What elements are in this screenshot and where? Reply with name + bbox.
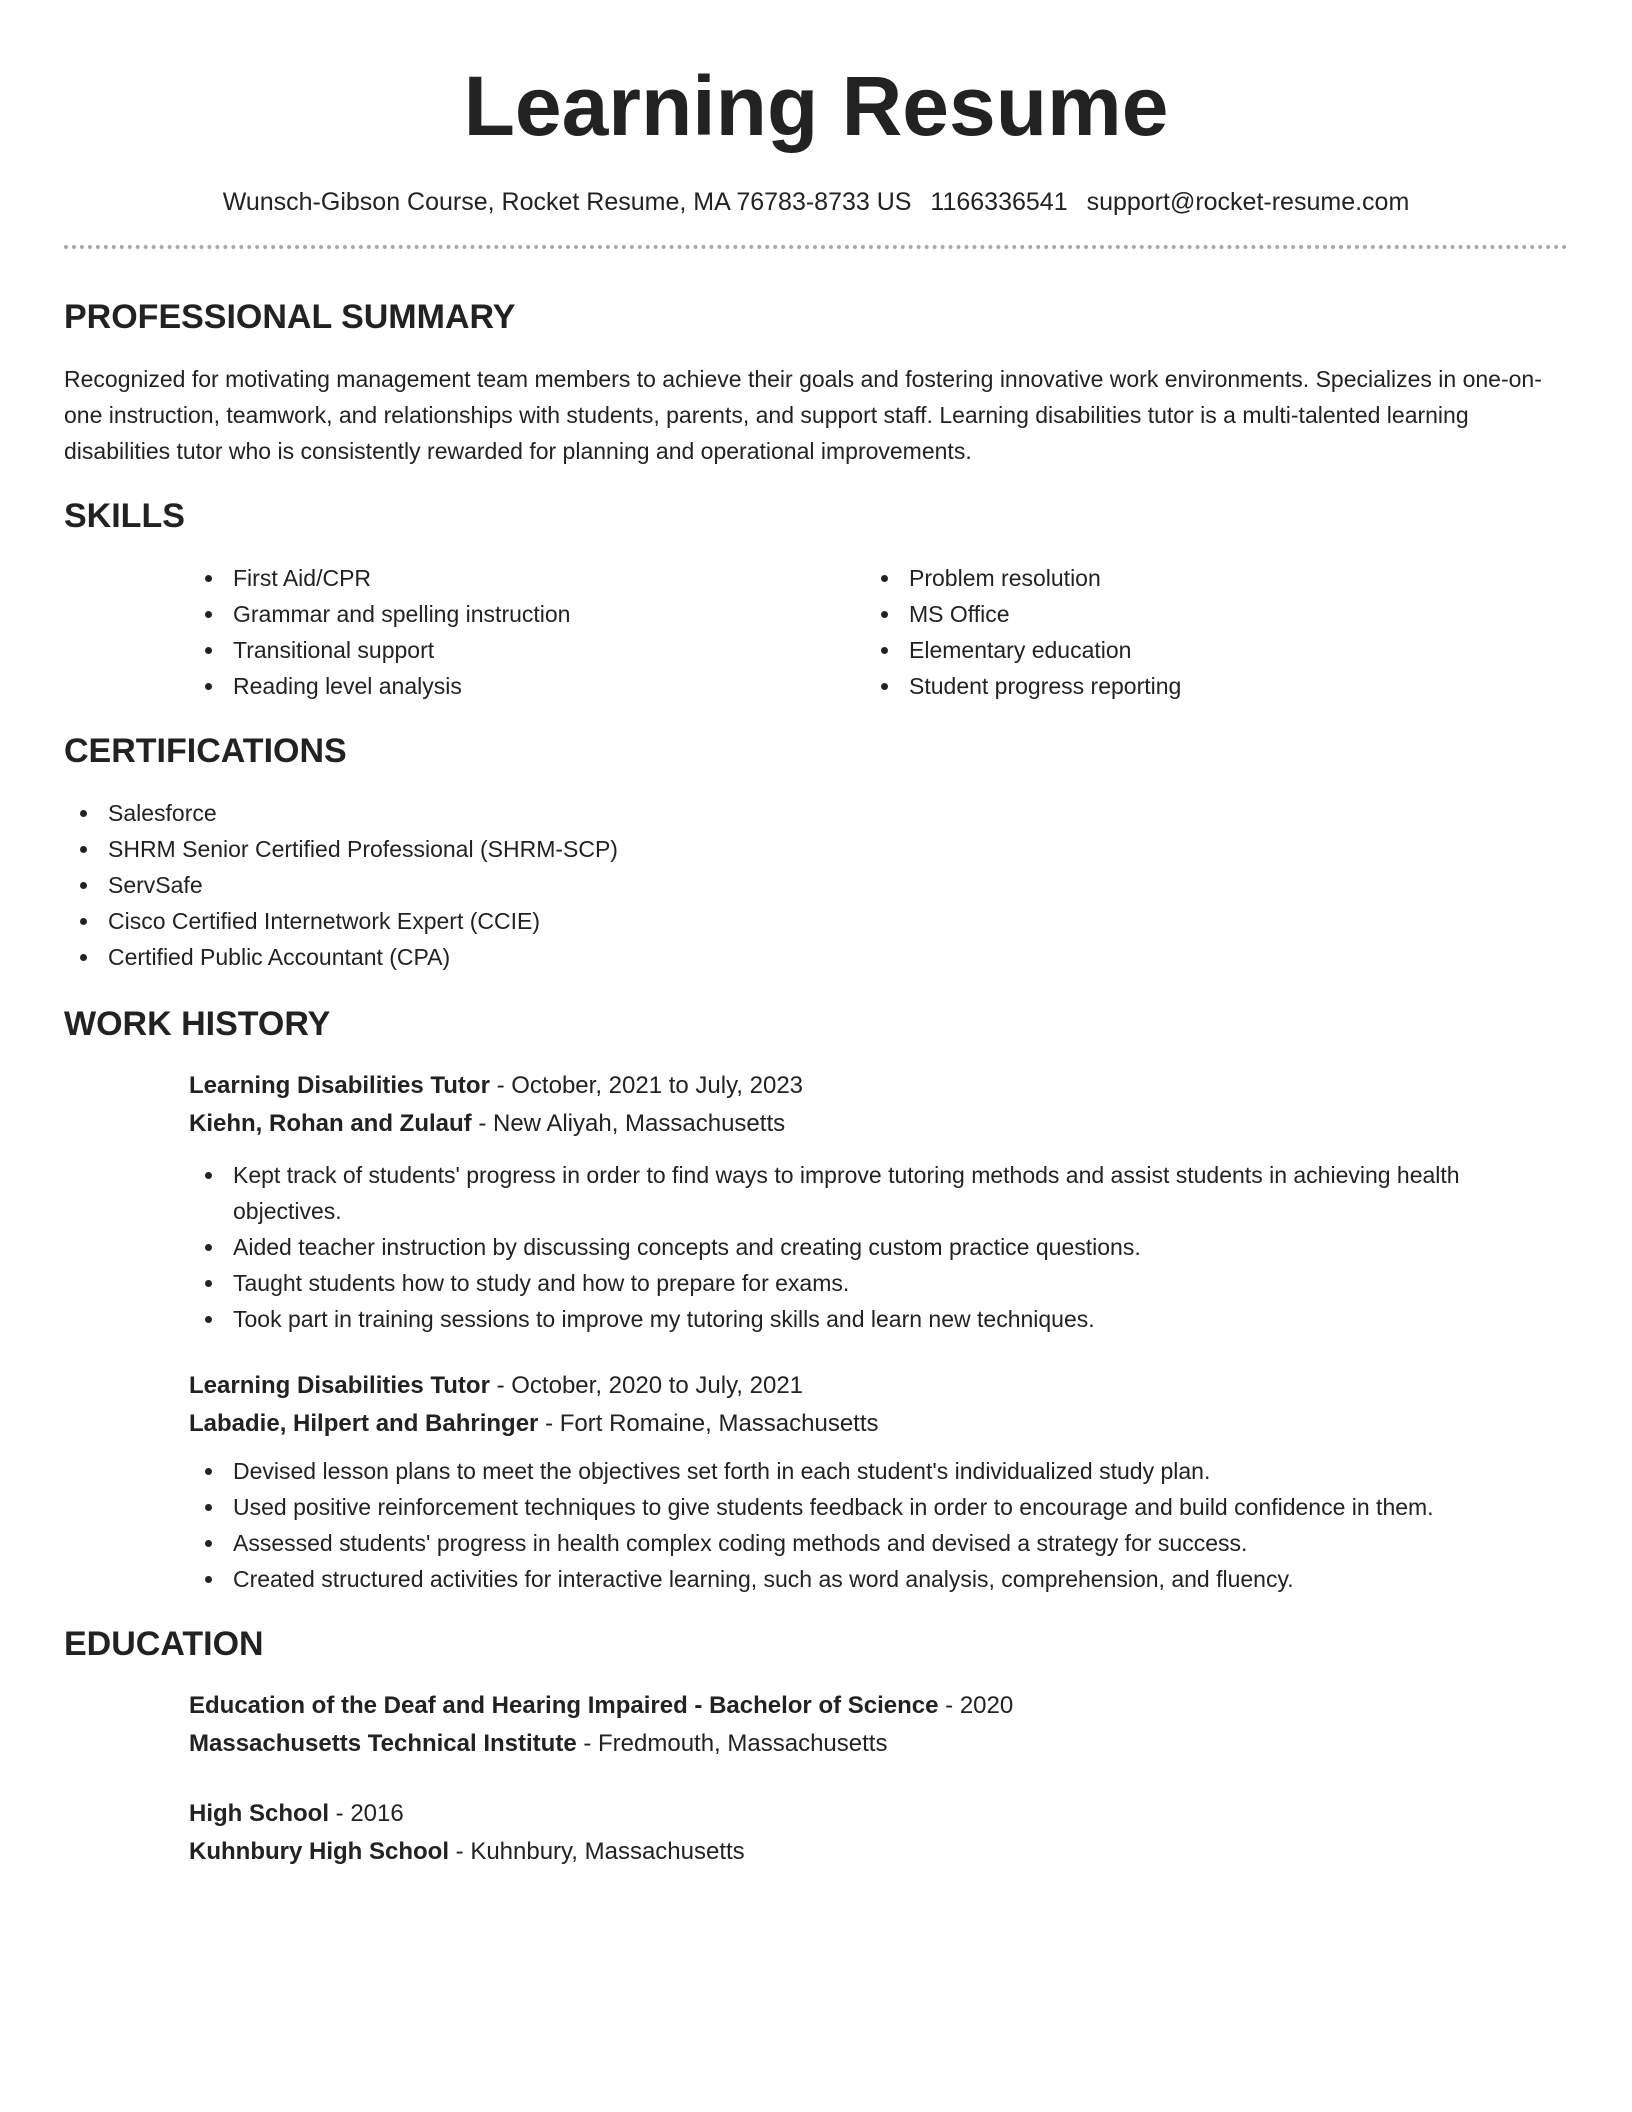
skill-item: Grammar and spelling instruction: [189, 596, 865, 632]
skills-heading: SKILLS: [64, 497, 185, 535]
work-history-section: [64, 1003, 1568, 1597]
education-section: [64, 1623, 1568, 1871]
skills-columns: [189, 560, 1568, 704]
summary-text: Recognized for motivating management team members to achieve their goals and fostering innovative work environments. Specializes in one-on-one instruction, teamwork, and relationships with students, parents, and support staff. Learning disabilities tutor is a multi-talented learning disabilities tutor who is consistently rewarded for planning and operational improvements.: [64, 366, 1542, 464]
school-name: Massachusetts Technical Institute: [189, 1730, 577, 1757]
skill-item: Student progress reporting: [865, 668, 1541, 704]
duty-item: Kept track of students' progress in order to find ways to improve tutoring methods and assist students in achieving health objectives.: [189, 1157, 1538, 1229]
education-entry: [189, 1795, 1568, 1871]
graduation-year: - 2016: [329, 1800, 404, 1827]
duty-item: Created structured activities for interactive learning, such as word analysis, comprehension, and fluency.: [189, 1561, 1568, 1597]
job-title-line: [189, 1067, 1568, 1105]
certifications-list: [64, 795, 1568, 975]
skill-item: MS Office: [865, 596, 1541, 632]
duty-item: Devised lesson plans to meet the objectives set forth in each student's individualized study plan.: [189, 1453, 1568, 1489]
school-line: [189, 1725, 1568, 1763]
email: support@rocket-resume.com: [1086, 188, 1410, 216]
job-location: - New Aliyah, Massachusetts: [471, 1110, 786, 1137]
header-divider: [64, 245, 1568, 249]
certification-item: SHRM Senior Certified Professional (SHRM-SCP): [64, 831, 1568, 867]
duty-item: Assessed students' progress in health complex coding methods and devised a strategy for success.: [189, 1525, 1568, 1561]
skill-item: First Aid/CPR: [189, 560, 865, 596]
job-company: Labadie, Hilpert and Bahringer: [189, 1410, 539, 1437]
skill-item: Elementary education: [865, 632, 1541, 668]
summary-section: [64, 296, 1568, 469]
degree: Education of the Deaf and Hearing Impaired - Bachelor of Science: [189, 1692, 939, 1719]
skill-item: Problem resolution: [865, 560, 1541, 596]
graduation-year: - 2020: [938, 1692, 1014, 1719]
job-company-line: [189, 1405, 1568, 1443]
duty-item: Used positive reinforcement techniques to give students feedback in order to encourage and build confidence in them.: [189, 1489, 1568, 1525]
job-title-line: [189, 1367, 1568, 1405]
job-location: - Fort Romaine, Massachusetts: [538, 1410, 879, 1437]
job-role: Learning Disabilities Tutor: [189, 1372, 490, 1399]
school-location: - Fredmouth, Massachusetts: [576, 1730, 888, 1757]
job-duties: [189, 1157, 1538, 1337]
job-entry: [189, 1367, 1568, 1597]
certifications-heading: CERTIFICATIONS: [64, 732, 347, 770]
duty-item: Taught students how to study and how to prepare for exams.: [189, 1265, 1538, 1301]
phone: 1166336541: [930, 188, 1068, 216]
job-dates: - October, 2021 to July, 2023: [489, 1072, 804, 1099]
certification-item: Cisco Certified Internetwork Expert (CCIE): [64, 903, 1568, 939]
duty-item: Took part in training sessions to improve my tutoring skills and learn new techniques.: [189, 1301, 1538, 1337]
duty-item: Aided teacher instruction by discussing concepts and creating custom practice questions.: [189, 1229, 1538, 1265]
resume-title: Learning Resume: [463, 59, 1169, 153]
job-duties: [189, 1453, 1568, 1597]
job-company-line: [189, 1105, 1568, 1143]
certification-item: Certified Public Accountant (CPA): [64, 939, 1568, 975]
education-entry: [189, 1687, 1568, 1763]
degree-line: [189, 1687, 1568, 1725]
job-role: Learning Disabilities Tutor: [189, 1072, 490, 1099]
degree-line: [189, 1795, 1568, 1833]
education-heading: EDUCATION: [64, 1625, 264, 1663]
skill-item: Reading level analysis: [189, 668, 865, 704]
summary-heading: PROFESSIONAL SUMMARY: [64, 298, 516, 336]
school-name: Kuhnbury High School: [189, 1838, 449, 1865]
skills-list-left: [189, 560, 865, 704]
school-location: - Kuhnbury, Massachusetts: [448, 1838, 745, 1865]
work-history-heading: WORK HISTORY: [64, 1005, 331, 1043]
skills-section: [64, 495, 1568, 704]
certifications-section: [64, 730, 1568, 975]
address: Wunsch-Gibson Course, Rocket Resume, MA 76783-8733 US: [222, 188, 912, 216]
degree: High School: [189, 1800, 329, 1827]
skill-item: Transitional support: [189, 632, 865, 668]
school-line: [189, 1833, 1568, 1871]
certification-item: Salesforce: [64, 795, 1568, 831]
contact-line: [64, 186, 1568, 218]
job-entry: [189, 1067, 1568, 1337]
skills-list-right: [865, 560, 1541, 704]
job-company: Kiehn, Rohan and Zulauf: [189, 1110, 472, 1137]
job-dates: - October, 2020 to July, 2021: [489, 1372, 804, 1399]
certification-item: ServSafe: [64, 867, 1568, 903]
